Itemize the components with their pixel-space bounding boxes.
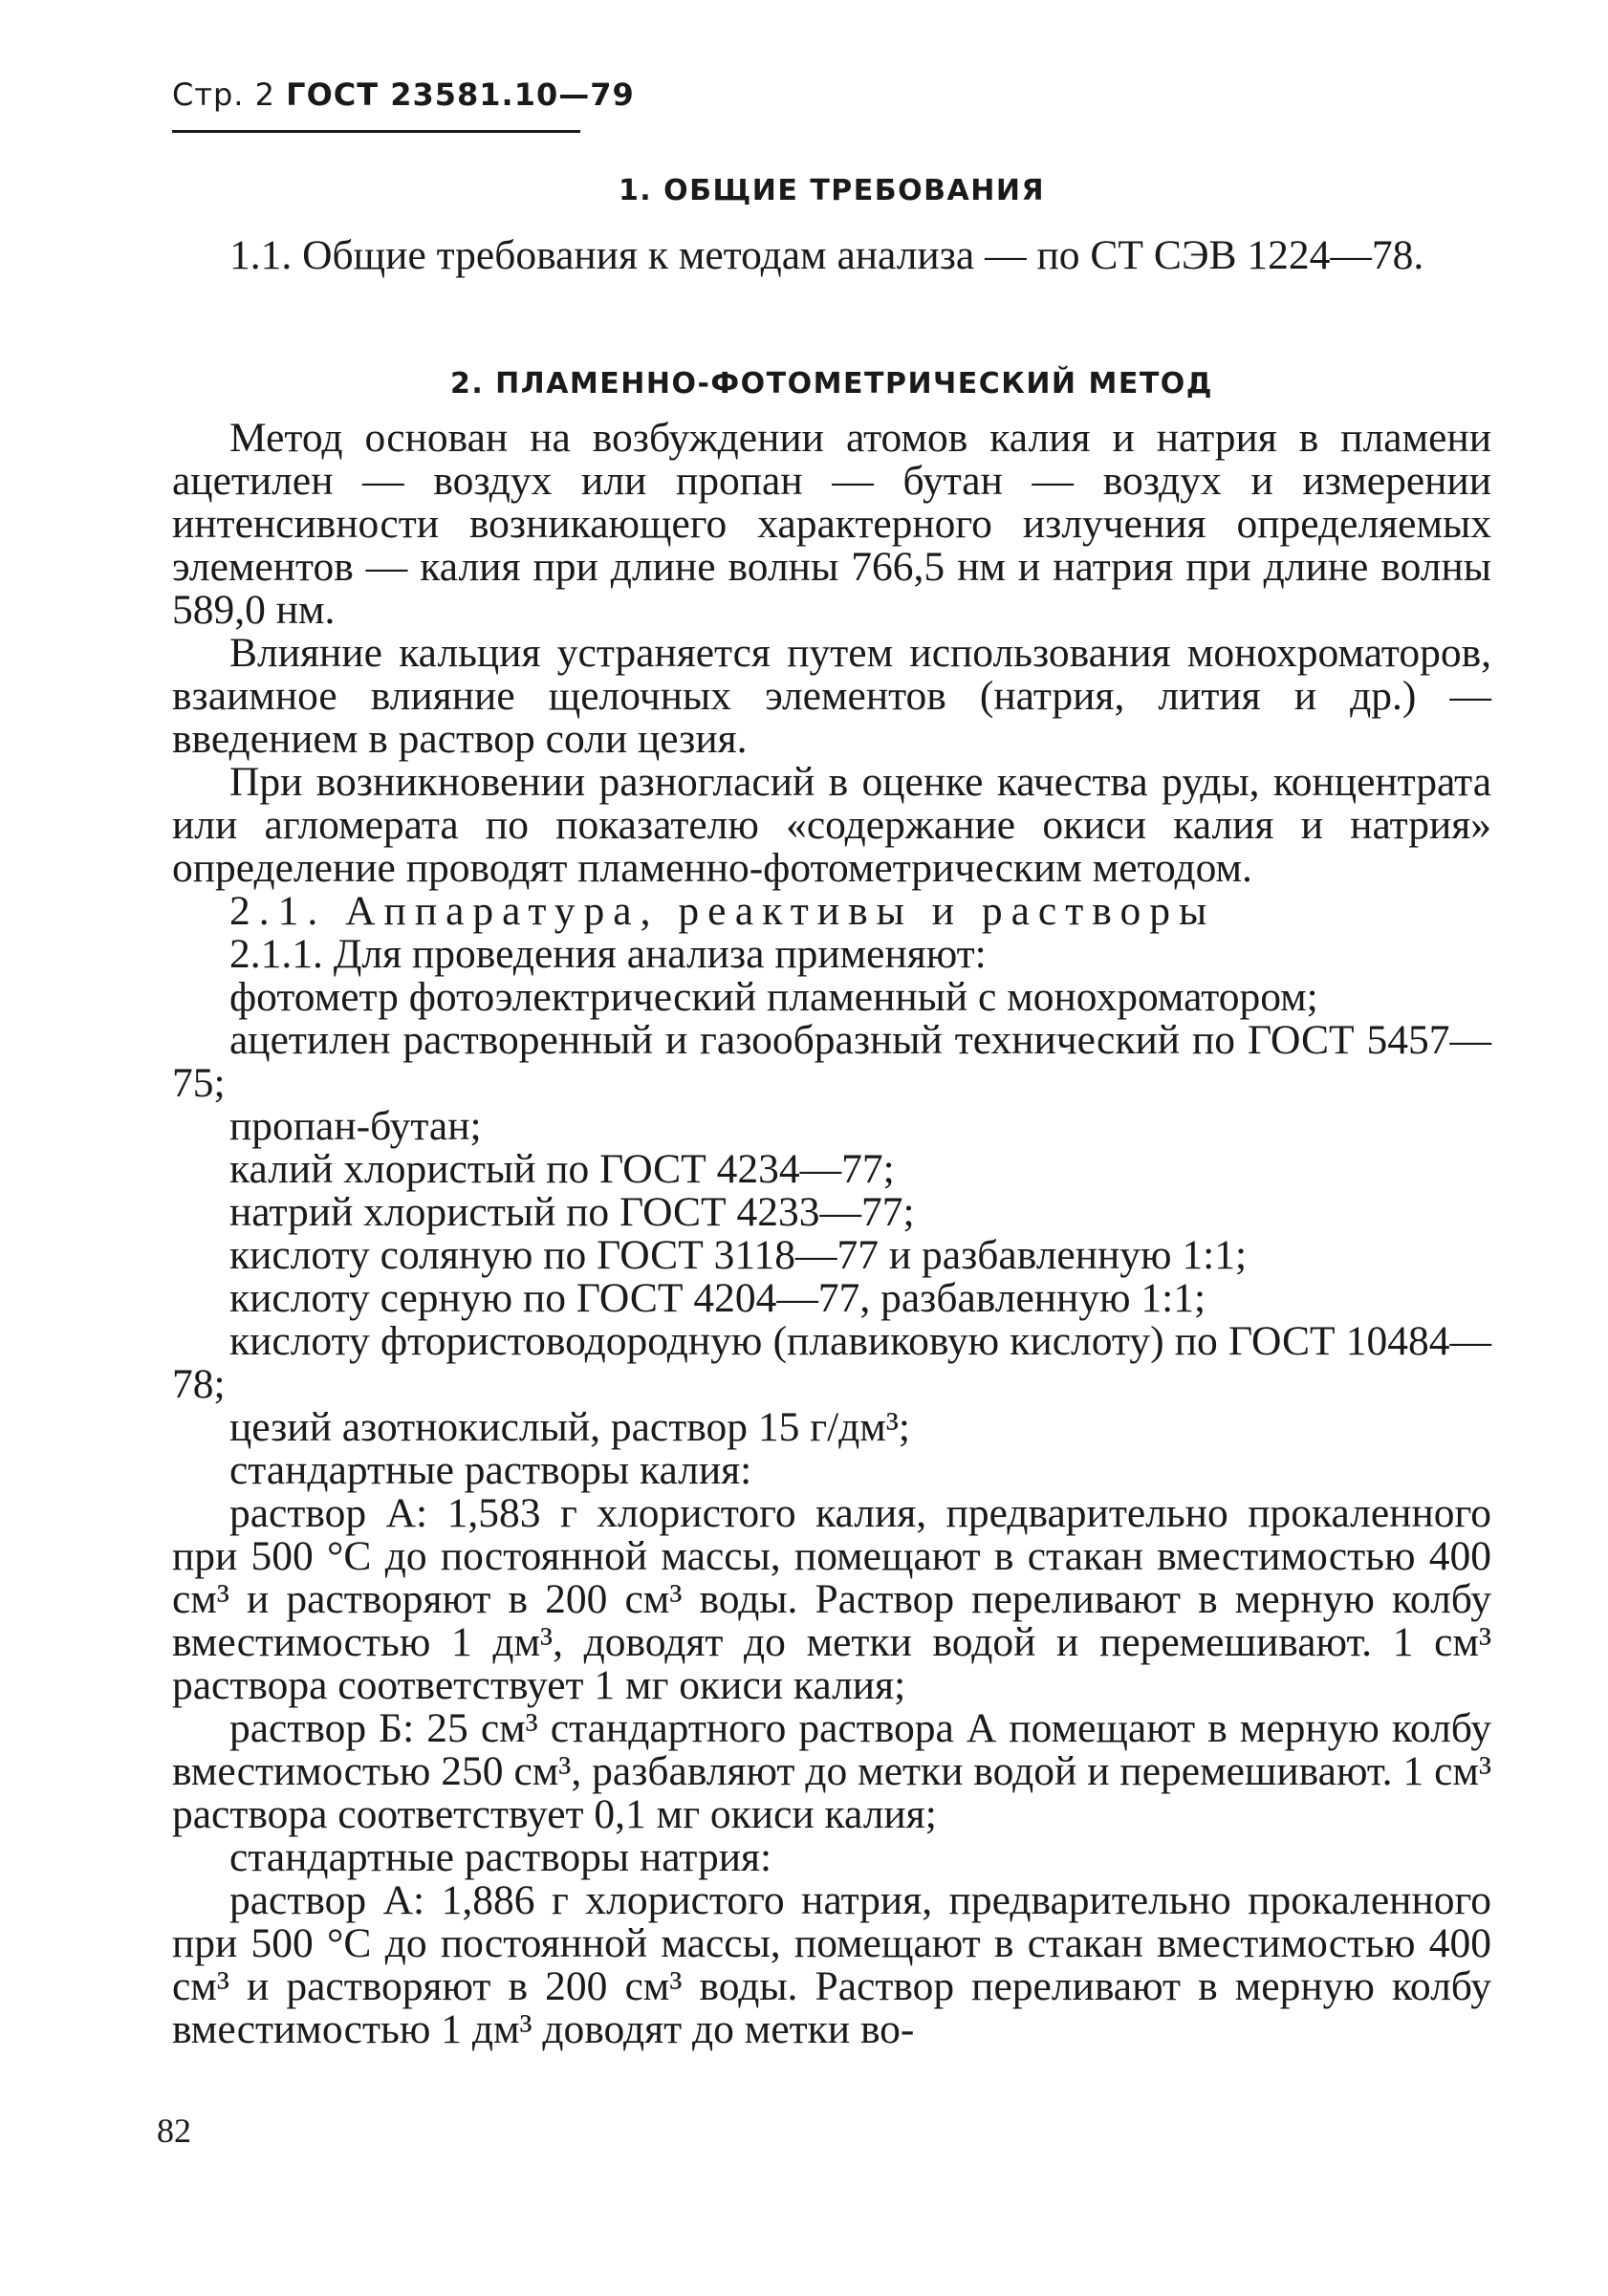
list-item-potassium-chloride: калий хлористый по ГОСТ 4234—77;	[229, 1146, 895, 1192]
paragraph-disagreements: При возникновении разногласий в оценке качества руды, концентрата или агломерата по показателю «содержание окиси калия и натрия» определение проводят пламенно-фотометрическим методом.	[172, 759, 1491, 891]
list-item-sodium-chloride: натрий хлористый по ГОСТ 4233—77;	[229, 1189, 915, 1235]
list-item-potassium-solution-a: раствор А: 1,583 г хлористого калия, предварительно прокаленного при 500 °С до постоянной массы, помещают в стакан вместимостью 400 см³ и растворяют в 200 см³ воды. Раствор переливают в мерную колбу вместимостью 1 дм³, доводят до метки водой и перемешивают. 1 см³ раствора соответствует 1 мг окиси калия;	[172, 1490, 1491, 1708]
header-rule	[172, 130, 580, 133]
page-label: Стр. 2	[172, 76, 275, 113]
list-item-potassium-solution-b: раствор Б: 25 см³ стандартного раствора А помещают в мерную колбу вместимостью 250 см³, разбавляют до метки водой и перемешивают. 1 см³ раствора соответствует 0,1 мг окиси калия;	[172, 1705, 1491, 1837]
section-title-flame-photometric: 2. ПЛАМЕННО-ФОТОМЕТРИЧЕСКИЙ МЕТОД	[449, 367, 1214, 401]
standard-code: ГОСТ 23581.10—79	[286, 76, 635, 113]
list-item-hydrofluoric-acid: кислоту фтористоводородную (плавиковую кислоту) по ГОСТ 10484—78;	[172, 1318, 1491, 1407]
subsection-heading-apparatus: 2.1. Аппаратура, реактивы и растворы	[229, 888, 1216, 934]
running-header	[172, 76, 635, 113]
list-item-sodium-solution-a: раствор А: 1,886 г хлористого натрия, предварительно прокаленного при 500 °С до постоянной массы, помещают в стакан вместимостью 400 см³ и растворяют в 200 см³ воды. Раствор переливают в мерную колбу вместимостью 1 дм³ доводят до метки во-	[172, 1877, 1491, 2052]
list-item-hydrochloric-acid: кислоту соляную по ГОСТ 3118—77 и разбавленную 1:1;	[229, 1232, 1248, 1278]
list-item-photometer: фотометр фотоэлектрический пламенный с монохроматором;	[229, 974, 1318, 1020]
list-item-potassium-standards: стандартные растворы калия:	[229, 1447, 752, 1493]
list-item-acetylene: ацетилен растворенный и газообразный технический по ГОСТ 5457—75;	[172, 1017, 1491, 1106]
paragraph-method-basis: Метод основан на возбуждении атомов калия и натрия в пламени ацетилен — воздух или пропан — бутан — воздух и измерении интенсивности возникающего характерного излучения определяемых элементов — калия при длине волны 766,5 нм и натрия при длине волны 589,0 нм.	[172, 415, 1491, 633]
section-title-general: 1. ОБЩИЕ ТРЕБОВАНИЯ	[618, 174, 1046, 207]
paragraph-1-1: 1.1. Общие требования к методам анализа — по СТ СЭВ 1224—78.	[229, 232, 1424, 278]
list-item-propane-butane: пропан-бутан;	[229, 1103, 482, 1149]
page-number: 82	[157, 2112, 191, 2150]
paragraph-2-1-1: 2.1.1. Для проведения анализа применяют:	[229, 931, 987, 977]
method-body-text	[172, 417, 1491, 2051]
list-item-cesium-nitrate: цезий азотнокислый, раствор 15 г/дм³;	[229, 1404, 910, 1450]
paragraph-calcium-influence: Влияние кальция устраняется путем использования монохроматоров, взаимное влияние щелочных элементов (натрия, лития и др.) — введением в раствор соли цезия.	[172, 630, 1491, 762]
general-requirements-text	[172, 234, 1491, 277]
list-item-sulfuric-acid: кислоту серную по ГОСТ 4204—77, разбавленную 1:1;	[229, 1275, 1206, 1321]
list-item-sodium-standards: стандартные растворы натрия:	[229, 1834, 772, 1880]
